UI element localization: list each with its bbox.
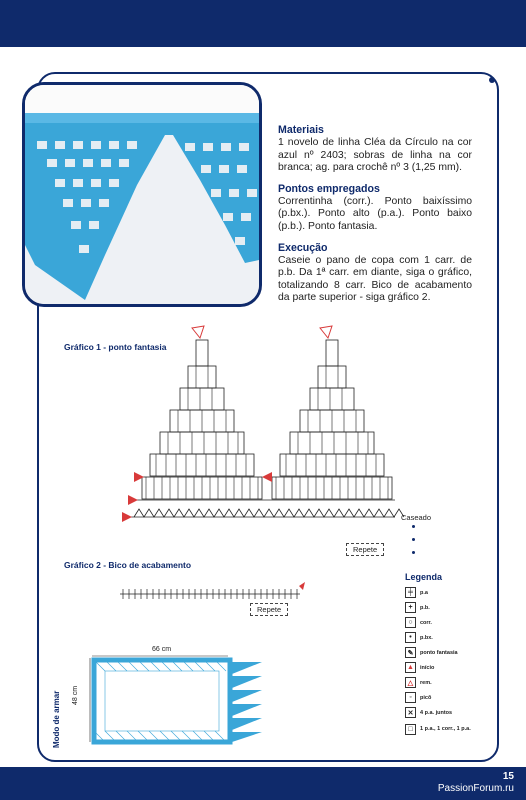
modo-label: Modo de armar (52, 690, 61, 748)
legend-item: ╪ p.a (405, 585, 495, 600)
instructions (278, 124, 472, 313)
legend-item: ✕ 4 p.a. juntos (405, 705, 495, 720)
legend-item: ▲ início (405, 660, 495, 675)
legend-item: △ rem. (405, 675, 495, 690)
width-dim: 66 cm (152, 646, 172, 653)
pa-corr-pa-icon: □ (405, 724, 416, 735)
grafico1-repete: Repete (346, 543, 384, 556)
pico-icon: ◦ (405, 692, 416, 703)
legend (405, 585, 495, 738)
site-watermark: PassionForum.ru (437, 783, 514, 794)
rem-icon: △ (405, 677, 416, 688)
legend-item: ✎ ponto fantasia (405, 645, 495, 660)
legend-item: • p.bx. (405, 630, 495, 645)
crochet-photo (22, 82, 262, 307)
execucao-heading: Execução (278, 241, 328, 254)
caseado-label: Caseado (401, 513, 432, 522)
four-pa-icon: ✕ (405, 707, 416, 718)
grafico1-diagram (120, 322, 410, 537)
ponto-fantasia-icon: ✎ (405, 647, 416, 658)
side-dots (412, 525, 415, 564)
legend-item: ○ corr. (405, 615, 495, 630)
execucao-text: Caseie o pano de copa com 1 carr. de p.b. Da 1ª carr. em diante, siga o gráfico, totalizando 8 carr. Bico de acabamento da parte superior - siga gráfico 2. (278, 254, 472, 304)
grafico1-title: Gráfico 1 - ponto fantasia (64, 342, 167, 352)
pontos-heading: Pontos empregados (278, 182, 380, 195)
height-dim: 48 cm (72, 685, 79, 705)
grafico2-repete: Repete (250, 603, 288, 616)
assembly-diagram (88, 652, 273, 747)
legend-item: ◦ picô (405, 690, 495, 705)
pb-icon: + (405, 602, 416, 613)
page-number: 15 (502, 771, 514, 782)
pbx-icon: • (405, 632, 416, 643)
legend-title: Legenda (405, 572, 443, 582)
materiais-heading: Materiais (278, 124, 324, 136)
pontos-text: Correntinha (corr.). Ponto baixíssimo (p.bx.). Ponto alto (p.a.). Ponto baixo (p.b.). Ponto fantasia. (278, 195, 472, 232)
top-banner (0, 0, 526, 47)
materiais-text: 1 novelo de linha Cléa da Círculo na cor azul nº 2403; sobras de linha na cor branca; ag. para crochê nº 3 (1,25 mm). (278, 137, 472, 174)
frame-dot (489, 77, 495, 83)
legend-item: □ 1 p.a., 1 corr., 1 p.a. (405, 720, 495, 738)
inicio-icon: ▲ (405, 662, 416, 673)
corr-icon: ○ (405, 617, 416, 628)
pa-icon: ╪ (405, 587, 416, 598)
grafico2-title: Gráfico 2 - Bico de acabamento (64, 560, 192, 570)
legend-item: + p.b. (405, 600, 495, 615)
